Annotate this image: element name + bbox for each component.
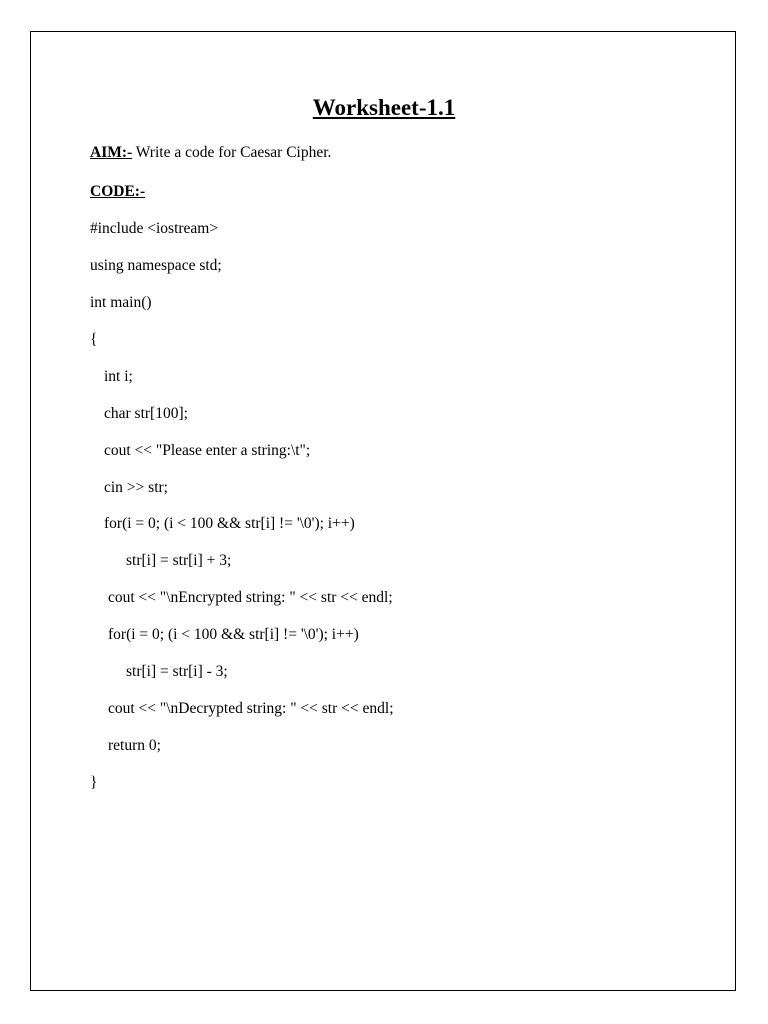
code-line: int i;	[104, 368, 133, 385]
code-line: cout << "\nEncrypted string: " << str << endl;	[108, 589, 393, 606]
code-line: char str[100];	[104, 405, 188, 422]
code-line: cin >> str;	[104, 479, 168, 496]
code-line: int main()	[90, 294, 152, 311]
code-line: str[i] = str[i] - 3;	[126, 663, 228, 680]
code-label: CODE:-	[90, 183, 146, 200]
aim-line	[90, 143, 331, 163]
code-line: return 0;	[108, 737, 161, 754]
worksheet-title: Worksheet-1.1	[312, 95, 456, 120]
code-line: cout << "Please enter a string:\t";	[104, 442, 311, 459]
code-line: #include <iostream>	[90, 220, 219, 237]
code-heading	[90, 182, 145, 202]
page-border	[30, 31, 736, 991]
code-line: }	[90, 774, 98, 791]
code-line: {	[90, 331, 98, 348]
code-line: for(i = 0; (i < 100 && str[i] != '\0'); i++)	[104, 515, 355, 532]
aim-label: AIM:-	[90, 144, 133, 161]
code-line: using namespace std;	[90, 257, 222, 274]
aim-text: Write a code for Caesar Cipher.	[132, 144, 332, 161]
code-line: str[i] = str[i] + 3;	[126, 552, 232, 569]
code-line: cout << "\nDecrypted string: " << str << endl;	[108, 700, 394, 717]
code-line: for(i = 0; (i < 100 && str[i] != '\0'); i++)	[108, 626, 359, 643]
